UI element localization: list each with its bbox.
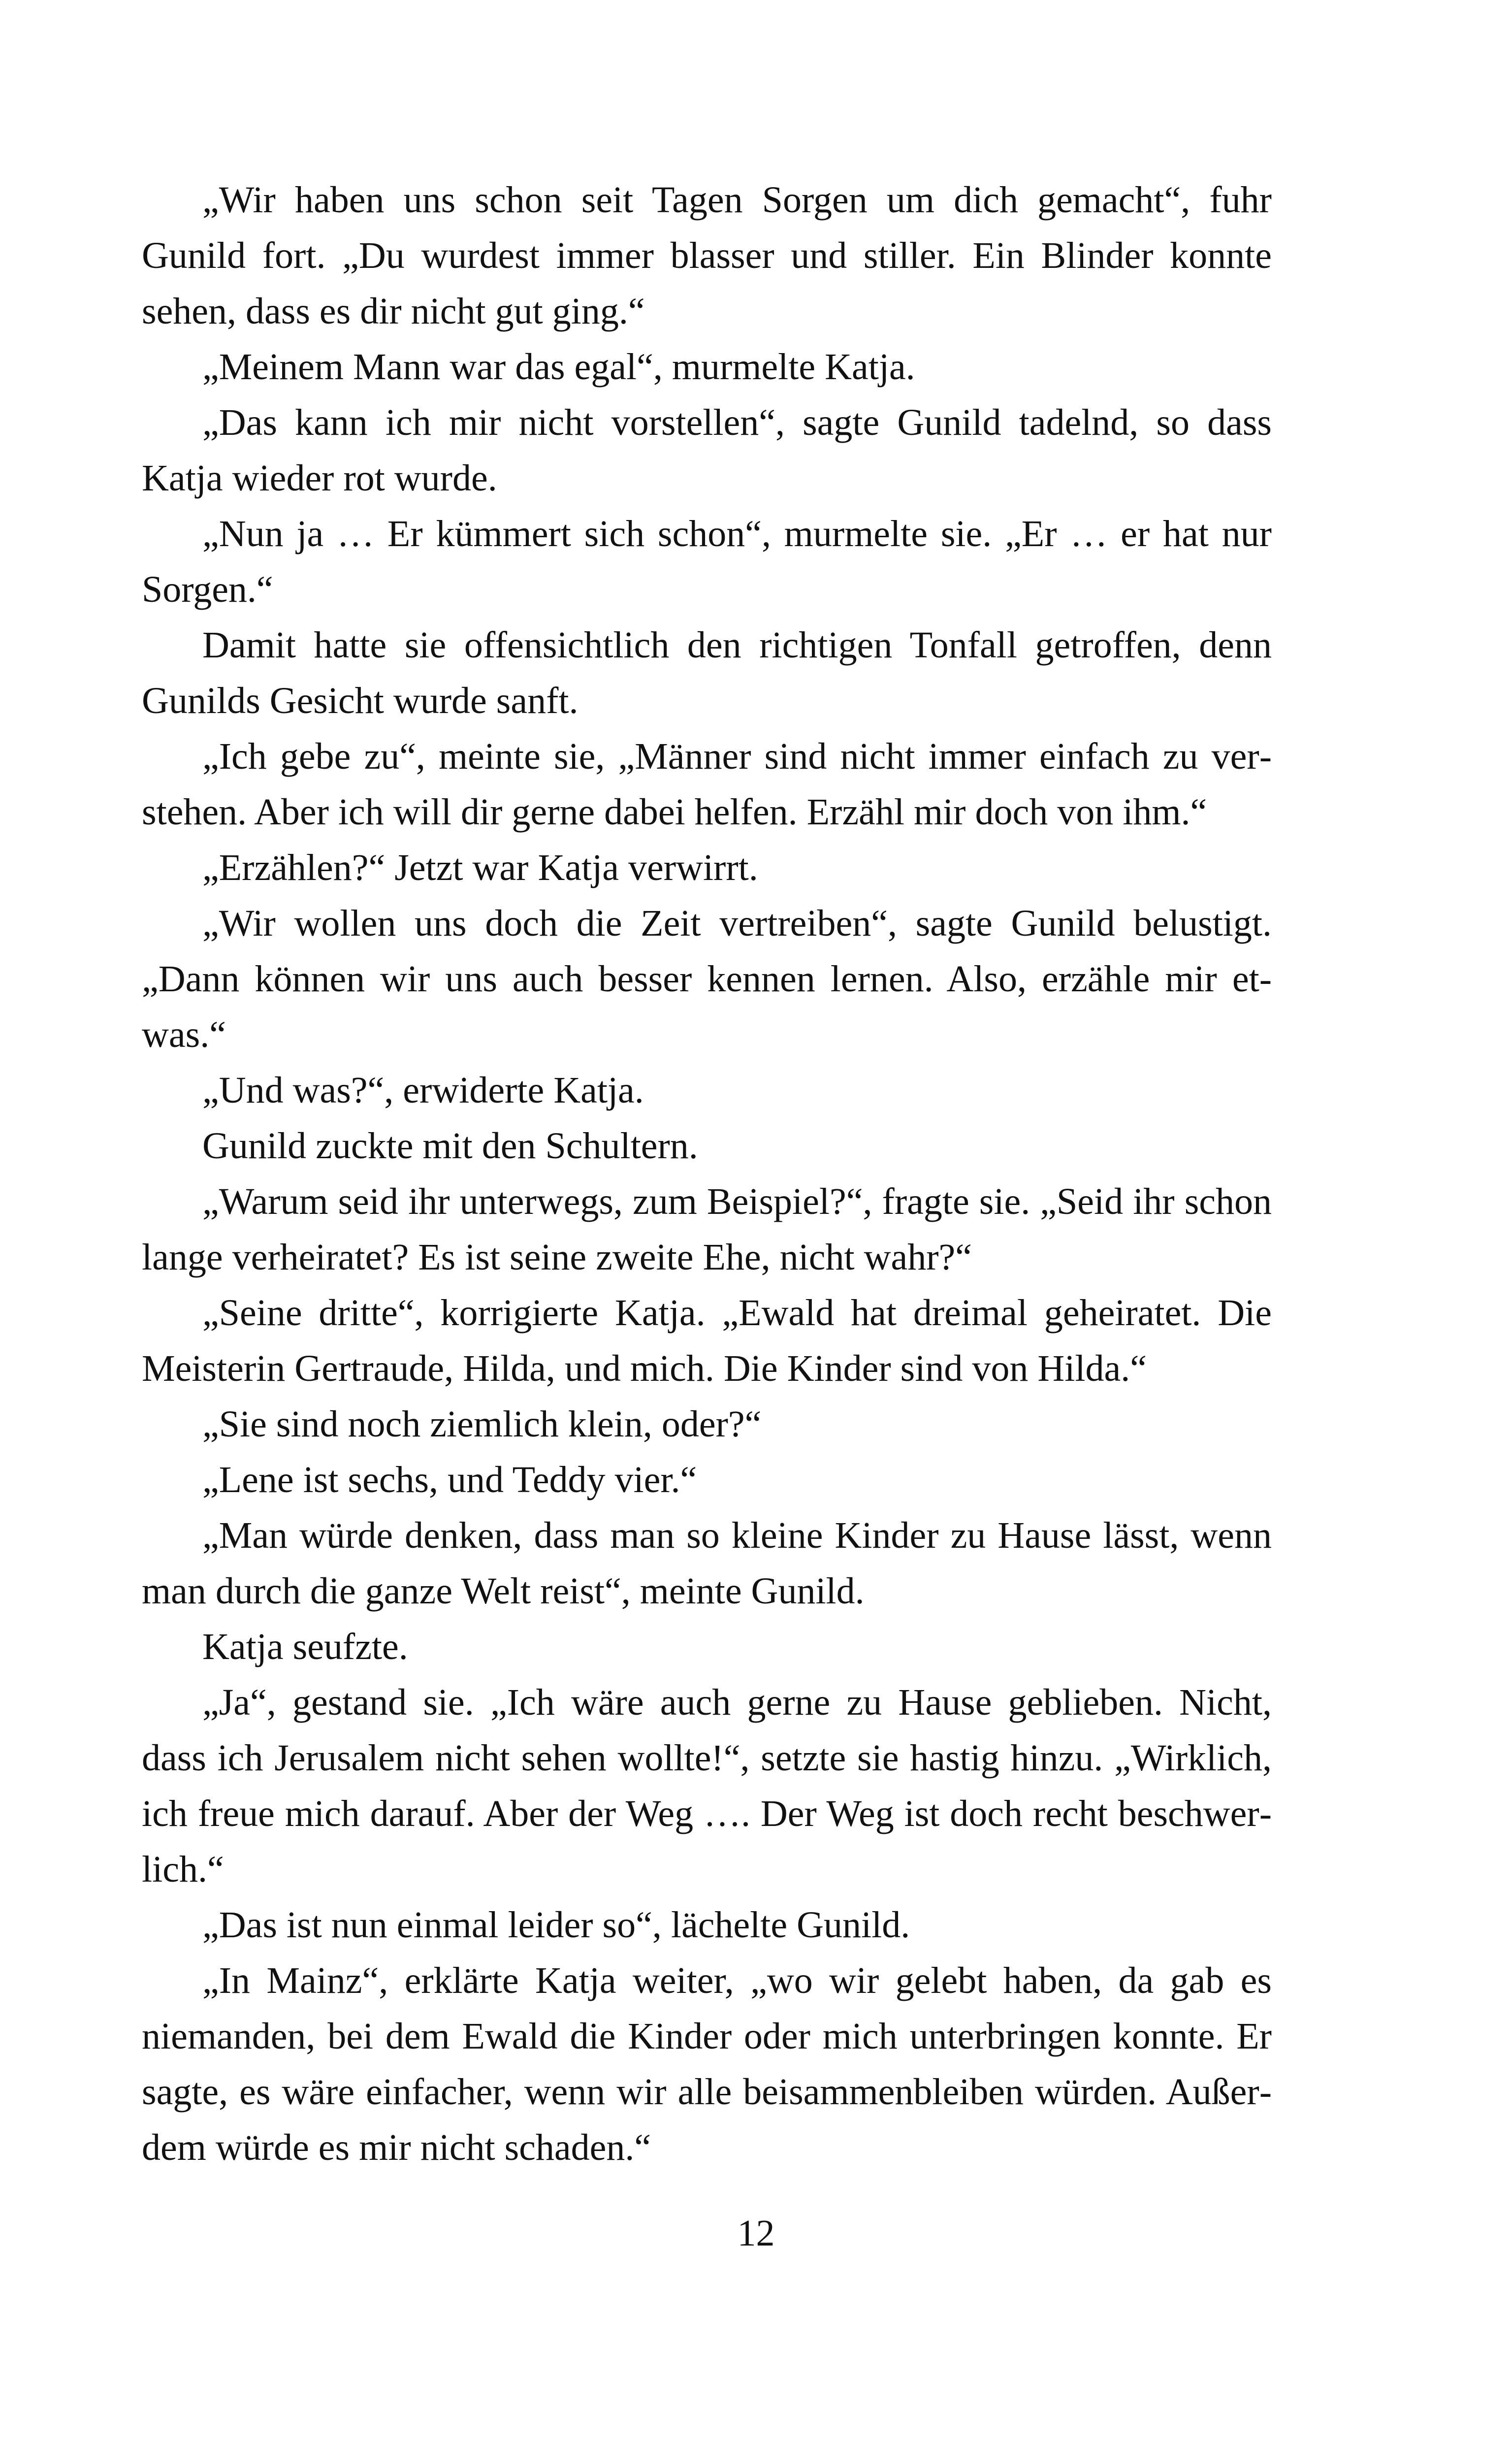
paragraph: Katja seufzte. — [202, 1626, 408, 1667]
paragraph: „Sie sind noch ziemlich klein, oder?“ — [202, 1403, 762, 1445]
paragraph: „Lene ist sechs, und Teddy vier.“ — [202, 1459, 697, 1500]
paragraph: Damit hatte sie offensichtlich den richtigen Tonfall getroffen, denn Gunilds Gesicht wurde sanft. — [142, 624, 1272, 721]
paragraph: „Ich gebe zu“, meinte sie, „Männer sind nicht immer einfach zu verstehen. Aber ich will dir gerne dabei helfen. Erzähl mir doch von ihm.“ — [142, 736, 1272, 833]
paragraph: „Seine dritte“, korrigierte Katja. „Ewald hat dreimal geheiratet. Die Meisterin Gertraude, Hilda, und mich. Die Kinder sind von Hilda.“ — [142, 1292, 1272, 1389]
paragraph: „Das kann ich mir nicht vorstellen“, sagte Gunild tadelnd, so dass Katja wieder rot wurde. — [142, 402, 1272, 499]
paragraph: „Wir haben uns schon seit Tagen Sorgen um dich gemacht“, fuhr Gunild fort. „Du wurdest immer blasser und stiller. Ein Blinder konnte sehen, dass es dir nicht gut ging.“ — [142, 179, 1272, 332]
paragraph: „Nun ja … Er kümmert sich schon“, murmelte sie. „Er … er hat nur Sorgen.“ — [142, 513, 1272, 610]
paragraph: „In Mainz“, erklärte Katja weiter, „wo wir gelebt haben, da gab es niemanden, bei dem Ewald die Kinder oder mich unterbringen konnte. Er sagte, es wäre einfacher, wenn wir alle beisammenbleiben würden. Außerdem würde es mir nicht schaden.“ — [142, 1960, 1272, 2168]
paragraph: „Erzählen?“ Jetzt war Katja verwirrt. — [202, 847, 758, 888]
body-text — [142, 172, 1272, 2176]
paragraph: „Wir wollen uns doch die Zeit vertreiben“, sagte Gunild belustigt. „Dann können wir uns auch besser kennen lernen. Also, erzähle mir etwas.“ — [142, 903, 1272, 1055]
paragraph: „Ja“, gestand sie. „Ich wäre auch gerne zu Hause geblieben. Nicht, dass ich Jerusalem nicht sehen wollte!“, setzte sie hastig hinzu. „Wirklich, ich freue mich darauf. Aber der Weg …. Der Weg ist doch recht beschwerlich.“ — [142, 1682, 1272, 1890]
paragraph: „Das ist nun einmal leider so“, lächelte Gunild. — [202, 1904, 910, 1946]
paragraph: Gunild zuckte mit den Schultern. — [202, 1125, 698, 1167]
paragraph: „Meinem Mann war das egal“, murmelte Katja. — [202, 346, 915, 388]
paragraph: „Man würde denken, dass man so kleine Kinder zu Hause lässt, wenn man durch die ganze Welt reist“, meinte Gunild. — [142, 1515, 1272, 1612]
page-number: 12 — [737, 2213, 775, 2254]
paragraph: „Und was?“, erwiderte Katja. — [202, 1070, 644, 1111]
paragraph: „Warum seid ihr unterwegs, zum Beispiel?“, fragte sie. „Seid ihr schon lange verheiratet? Es ist seine zweite Ehe, nicht wahr?“ — [142, 1181, 1272, 1278]
